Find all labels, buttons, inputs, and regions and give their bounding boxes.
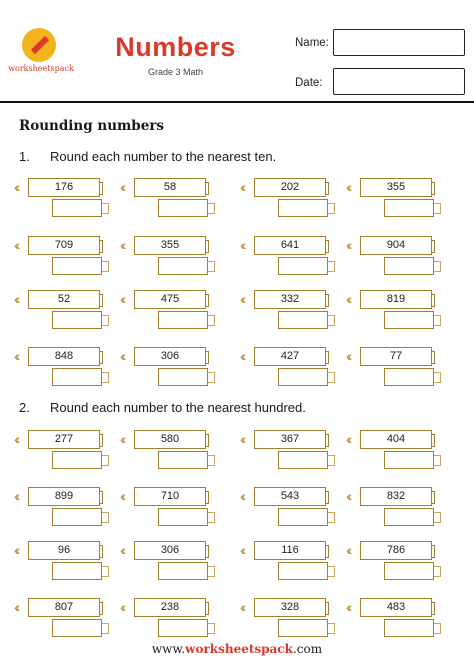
chevron-left-icon: ‹‹ xyxy=(14,488,18,504)
question-2-text: Round each number to the nearest hundred. xyxy=(50,400,306,415)
name-field[interactable] xyxy=(333,29,465,56)
answer-box[interactable] xyxy=(384,257,434,275)
pencil-logo-icon xyxy=(22,28,56,62)
date-field[interactable] xyxy=(333,68,465,95)
answer-box[interactable] xyxy=(52,368,102,386)
chevron-left-icon: ‹‹ xyxy=(240,348,244,364)
number-tag: 332 xyxy=(254,290,326,309)
answer-box[interactable] xyxy=(158,508,208,526)
number-tag: 819 xyxy=(360,290,432,309)
rounding-item xyxy=(120,178,210,220)
rounding-item xyxy=(346,178,436,220)
rounding-item xyxy=(346,236,436,278)
name-label: Name: xyxy=(295,37,329,49)
rounding-item xyxy=(14,487,104,529)
number-tag: 710 xyxy=(134,487,206,506)
answer-box[interactable] xyxy=(158,368,208,386)
answer-box[interactable] xyxy=(52,451,102,469)
number-tag: 899 xyxy=(28,487,100,506)
answer-box[interactable] xyxy=(384,199,434,217)
number-tag: 641 xyxy=(254,236,326,255)
answer-box[interactable] xyxy=(158,619,208,637)
answer-box[interactable] xyxy=(278,508,328,526)
rounding-item xyxy=(346,541,436,583)
footer-prefix: www. xyxy=(151,642,186,656)
question-2 xyxy=(19,400,306,415)
chevron-left-icon: ‹‹ xyxy=(346,488,350,504)
number-tag: 77 xyxy=(360,347,432,366)
chevron-left-icon: ‹‹ xyxy=(346,291,350,307)
answer-box[interactable] xyxy=(52,562,102,580)
chevron-left-icon: ‹‹ xyxy=(120,179,124,195)
number-tag: 306 xyxy=(134,347,206,366)
chevron-left-icon: ‹‹ xyxy=(346,348,350,364)
rounding-item xyxy=(14,347,104,389)
date-label: Date: xyxy=(295,77,323,89)
number-tag: 807 xyxy=(28,598,100,617)
answer-box[interactable] xyxy=(384,508,434,526)
header-divider xyxy=(0,101,474,103)
chevron-left-icon: ‹‹ xyxy=(346,237,350,253)
number-tag: 277 xyxy=(28,430,100,449)
worksheet-title: Numbers xyxy=(115,32,236,62)
answer-box[interactable] xyxy=(384,368,434,386)
rounding-item xyxy=(120,598,210,640)
rounding-item xyxy=(120,236,210,278)
number-tag: 904 xyxy=(360,236,432,255)
answer-box[interactable] xyxy=(52,199,102,217)
chevron-left-icon: ‹‹ xyxy=(120,291,124,307)
rounding-item xyxy=(14,430,104,472)
rounding-item xyxy=(14,290,104,332)
number-tag: 58 xyxy=(134,178,206,197)
number-tag: 580 xyxy=(134,430,206,449)
answer-box[interactable] xyxy=(384,451,434,469)
chevron-left-icon: ‹‹ xyxy=(120,542,124,558)
rounding-item xyxy=(240,236,330,278)
question-1 xyxy=(19,149,276,164)
rounding-item xyxy=(240,541,330,583)
rounding-item xyxy=(346,598,436,640)
rounding-item xyxy=(346,487,436,529)
chevron-left-icon: ‹‹ xyxy=(120,599,124,615)
rounding-item xyxy=(14,541,104,583)
answer-box[interactable] xyxy=(52,257,102,275)
chevron-left-icon: ‹‹ xyxy=(240,179,244,195)
number-tag: 306 xyxy=(134,541,206,560)
number-tag: 427 xyxy=(254,347,326,366)
answer-box[interactable] xyxy=(384,311,434,329)
footer-suffix: .com xyxy=(292,642,323,656)
chevron-left-icon: ‹‹ xyxy=(120,348,124,364)
number-tag: 786 xyxy=(360,541,432,560)
rounding-item xyxy=(240,430,330,472)
chevron-left-icon: ‹‹ xyxy=(120,488,124,504)
chevron-left-icon: ‹‹ xyxy=(240,599,244,615)
chevron-left-icon: ‹‹ xyxy=(14,542,18,558)
question-1-text: Round each number to the nearest ten. xyxy=(50,149,277,164)
chevron-left-icon: ‹‹ xyxy=(346,599,350,615)
rounding-item xyxy=(120,487,210,529)
chevron-left-icon: ‹‹ xyxy=(346,431,350,447)
number-tag: 404 xyxy=(360,430,432,449)
chevron-left-icon: ‹‹ xyxy=(240,431,244,447)
answer-box[interactable] xyxy=(52,619,102,637)
number-tag: 116 xyxy=(254,541,326,560)
chevron-left-icon: ‹‹ xyxy=(346,179,350,195)
number-tag: 202 xyxy=(254,178,326,197)
rounding-item xyxy=(14,178,104,220)
answer-box[interactable] xyxy=(278,257,328,275)
rounding-item xyxy=(120,541,210,583)
rounding-item xyxy=(346,430,436,472)
chevron-left-icon: ‹‹ xyxy=(240,542,244,558)
rounding-item xyxy=(120,430,210,472)
number-tag: 848 xyxy=(28,347,100,366)
number-tag: 328 xyxy=(254,598,326,617)
answer-box[interactable] xyxy=(158,199,208,217)
rounding-item xyxy=(240,347,330,389)
footer-url xyxy=(0,642,474,656)
answer-box[interactable] xyxy=(278,368,328,386)
number-tag: 238 xyxy=(134,598,206,617)
chevron-left-icon: ‹‹ xyxy=(120,237,124,253)
rounding-item xyxy=(240,290,330,332)
number-tag: 832 xyxy=(360,487,432,506)
answer-box[interactable] xyxy=(52,311,102,329)
chevron-left-icon: ‹‹ xyxy=(14,431,18,447)
number-tag: 355 xyxy=(360,178,432,197)
logo-text: worksheetspack xyxy=(8,64,74,73)
number-tag: 709 xyxy=(28,236,100,255)
answer-box[interactable] xyxy=(158,562,208,580)
chevron-left-icon: ‹‹ xyxy=(14,599,18,615)
number-tag: 96 xyxy=(28,541,100,560)
section-title: Rounding numbers xyxy=(19,118,165,134)
number-tag: 176 xyxy=(28,178,100,197)
answer-box[interactable] xyxy=(158,257,208,275)
chevron-left-icon: ‹‹ xyxy=(14,237,18,253)
rounding-item xyxy=(14,236,104,278)
number-tag: 367 xyxy=(254,430,326,449)
answer-box[interactable] xyxy=(384,619,434,637)
rounding-item xyxy=(240,487,330,529)
number-tag: 52 xyxy=(28,290,100,309)
rounding-item xyxy=(120,290,210,332)
rounding-item xyxy=(346,347,436,389)
chevron-left-icon: ‹‹ xyxy=(346,542,350,558)
answer-box[interactable] xyxy=(278,451,328,469)
answer-box[interactable] xyxy=(278,311,328,329)
number-tag: 475 xyxy=(134,290,206,309)
number-tag: 483 xyxy=(360,598,432,617)
answer-box[interactable] xyxy=(52,508,102,526)
rounding-item xyxy=(240,178,330,220)
pencil-icon xyxy=(31,36,49,54)
answer-box[interactable] xyxy=(384,562,434,580)
worksheet-subtitle: Grade 3 Math xyxy=(147,67,204,77)
chevron-left-icon: ‹‹ xyxy=(240,237,244,253)
rounding-item xyxy=(120,347,210,389)
rounding-item xyxy=(240,598,330,640)
rounding-item xyxy=(346,290,436,332)
answer-box[interactable] xyxy=(158,311,208,329)
chevron-left-icon: ‹‹ xyxy=(14,179,18,195)
answer-box[interactable] xyxy=(278,562,328,580)
chevron-left-icon: ‹‹ xyxy=(240,488,244,504)
rounding-item xyxy=(14,598,104,640)
answer-box[interactable] xyxy=(158,451,208,469)
number-tag: 543 xyxy=(254,487,326,506)
chevron-left-icon: ‹‹ xyxy=(14,348,18,364)
number-tag: 355 xyxy=(134,236,206,255)
chevron-left-icon: ‹‹ xyxy=(14,291,18,307)
chevron-left-icon: ‹‹ xyxy=(240,291,244,307)
question-1-number: 1. xyxy=(19,149,30,164)
answer-box[interactable] xyxy=(278,619,328,637)
chevron-left-icon: ‹‹ xyxy=(120,431,124,447)
footer-brand: worksheetspack xyxy=(185,642,293,656)
question-2-number: 2. xyxy=(19,400,30,415)
answer-box[interactable] xyxy=(278,199,328,217)
